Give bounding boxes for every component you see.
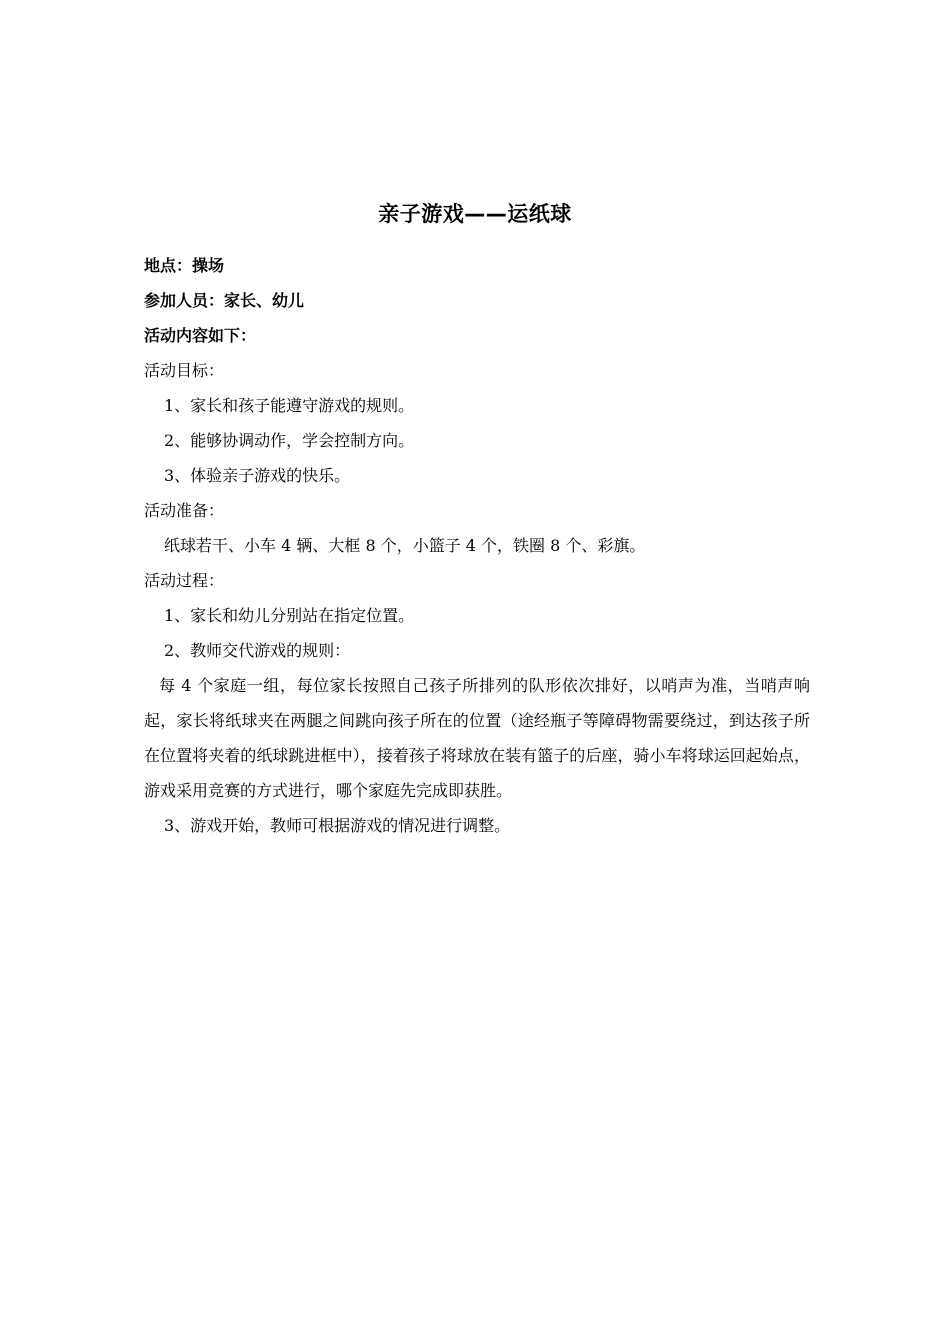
process-step-1: 1、家长和幼儿分别站在指定位置。	[164, 606, 415, 625]
process-step-2: 2、教师交代游戏的规则：	[164, 641, 351, 660]
document-body	[144, 248, 810, 843]
location-line: 地点：操场	[144, 256, 225, 275]
document-title: 亲子游戏——运纸球	[378, 202, 572, 226]
game-rules-paragraph: 每 4 个家庭一组，每位家长按照自己孩子所排列的队形依次排好，以哨声为准，当哨声响起，家长将纸球夹在两腿之间跳向孩子所在的位置（途经瓶子等障碍物需要绕过，到达孩子所在位置将夹着的纸球跳进框中），接着孩子将球放在装有篮子的后座，骑小车将球运回起始点，游戏采用竞赛的方式进行，哪个家庭先完成即获胜。	[144, 676, 810, 800]
goal-item-2: 2、能够协调动作，学会控制方向。	[164, 431, 415, 450]
preparation-heading: 活动准备：	[144, 501, 225, 520]
process-step-3: 3、游戏开始，教师可根据游戏的情况进行调整。	[164, 816, 511, 835]
goal-item-3: 3、体验亲子游戏的快乐。	[164, 466, 351, 485]
process-heading: 活动过程：	[144, 571, 225, 590]
preparation-text: 纸球若干、小车 4 辆、大框 8 个，小篮子 4 个，铁圈 8 个、彩旗。	[164, 536, 646, 555]
participants-line: 参加人员：家长、幼儿	[144, 291, 305, 310]
goals-heading: 活动目标：	[144, 361, 225, 380]
goal-item-1: 1、家长和孩子能遵守游戏的规则。	[164, 396, 415, 415]
content-intro: 活动内容如下：	[144, 326, 257, 345]
